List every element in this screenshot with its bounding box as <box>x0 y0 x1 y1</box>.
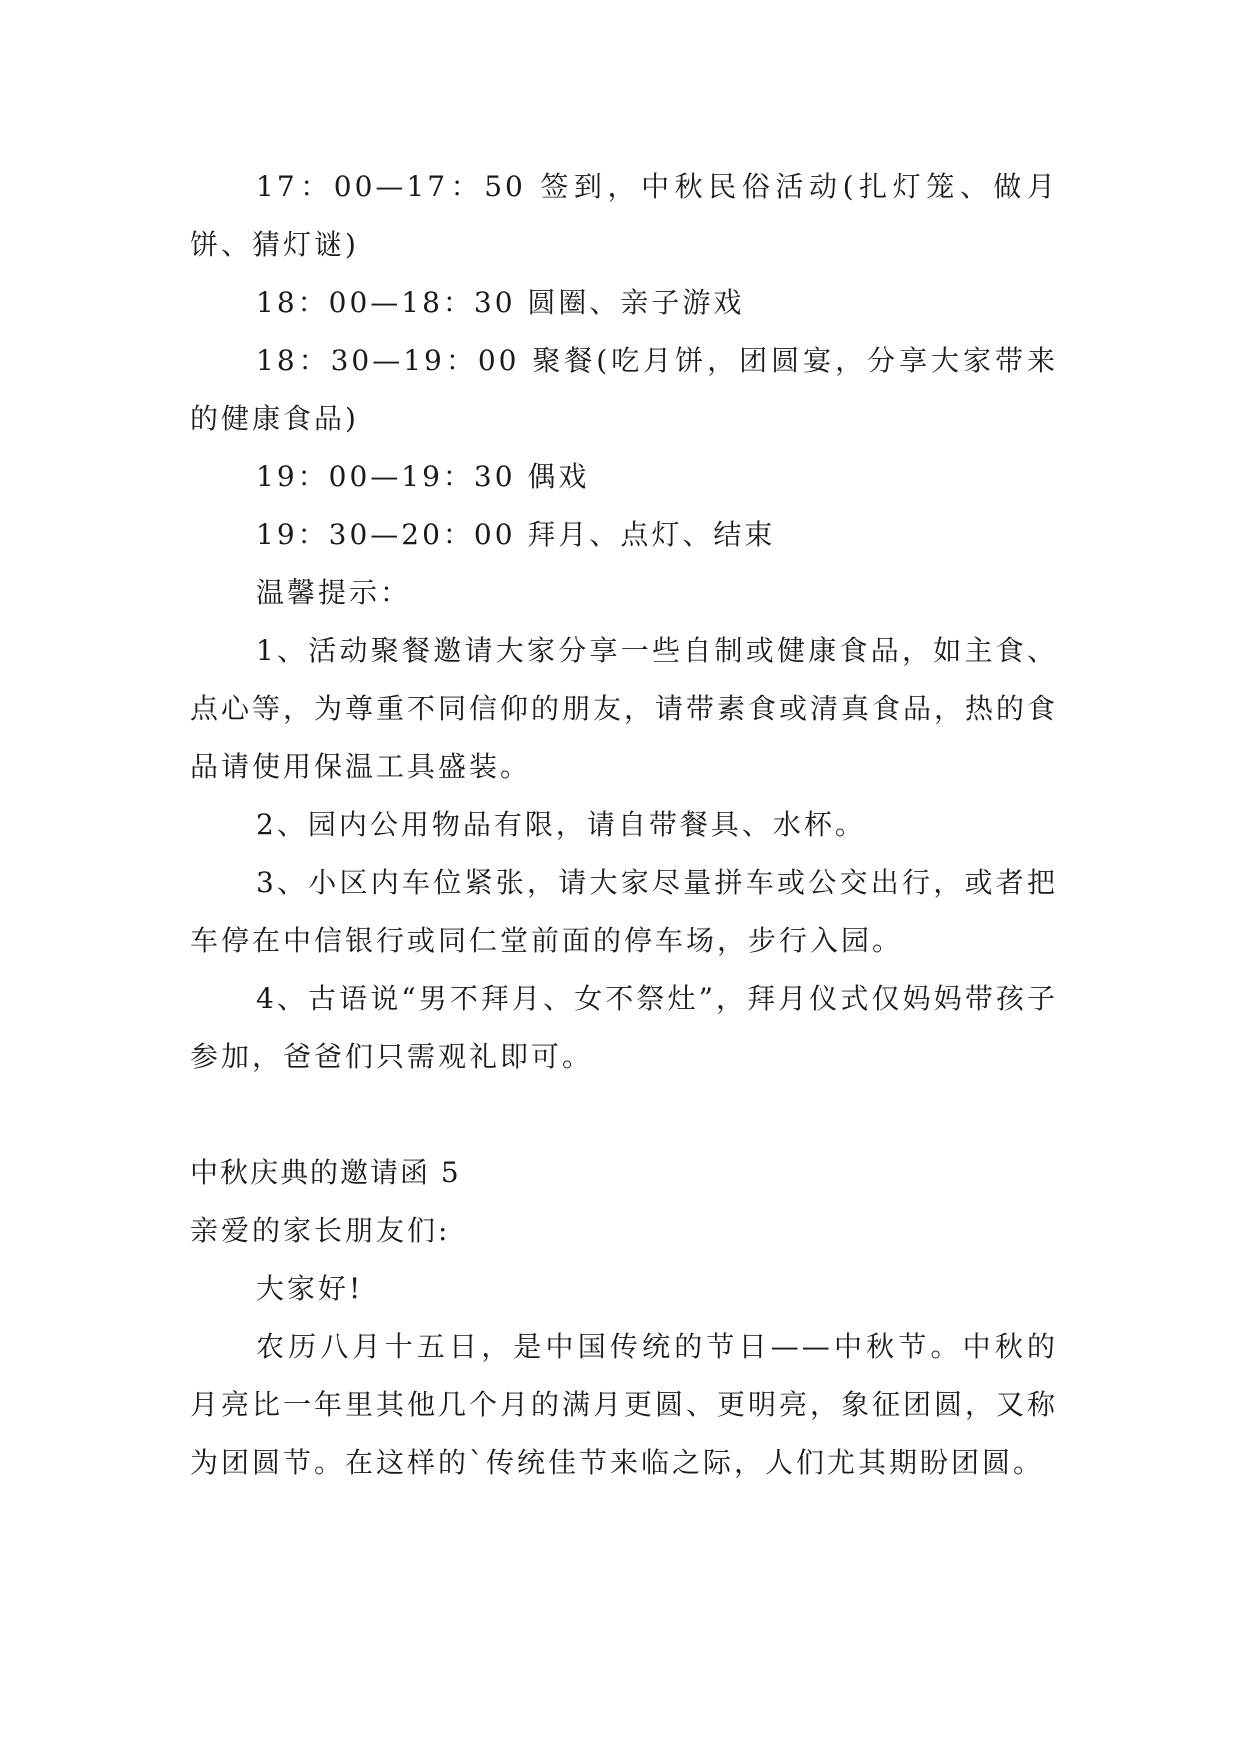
tips-title: 温馨提示： <box>256 576 412 609</box>
schedule-item-2: 18：00—18：30 圆圈、亲子游戏 <box>256 286 745 319</box>
schedule-item-3: 18：30—19：00 聚餐(吃月饼，团圆宴，分享大家带来的健康食品) <box>190 344 1058 435</box>
section-spacer <box>190 1086 1058 1144</box>
tip-item-2: 2、园内公用物品有限，请自带餐具、水杯。 <box>256 808 866 841</box>
schedule-item-4: 19：00—19：30 偶戏 <box>256 460 590 493</box>
body-paragraph: 农历八月十五日，是中国传统的节日——中秋节。中秋的月亮比一年里其他几个月的满月更圆、更明亮，象征团圆，又称为团圆节。在这样的`传统佳节来临之际，人们尤其期盼团圆。 <box>190 1330 1059 1479</box>
salutation: 亲爱的家长朋友们: <box>190 1214 451 1247</box>
schedule-item-5: 19：30—20：00 拜月、点灯、结束 <box>256 518 776 551</box>
greeting: 大家好! <box>256 1272 364 1305</box>
tip-item-1: 1、活动聚餐邀请大家分享一些自制或健康食品，如主食、点心等，为尊重不同信仰的朋友，请带素食或清真食品，热的食品请使用保温工具盛装。 <box>190 634 1059 783</box>
tip-item-3: 3、小区内车位紧张，请大家尽量拼车或公交出行，或者把车停在中信银行或同仁堂前面的停车场，步行入园。 <box>190 866 1058 957</box>
schedule-item-1: 17：00—17：50 签到，中秋民俗活动(扎灯笼、做月饼、猜灯谜) <box>190 170 1058 261</box>
document-content <box>190 158 1058 1492</box>
tip-item-4: 4、古语说“男不拜月、女不祭灶”，拜月仪式仅妈妈带孩子参加，爸爸们只需观礼即可。 <box>190 982 1058 1073</box>
section-title: 中秋庆典的邀请函 5 <box>190 1156 461 1189</box>
